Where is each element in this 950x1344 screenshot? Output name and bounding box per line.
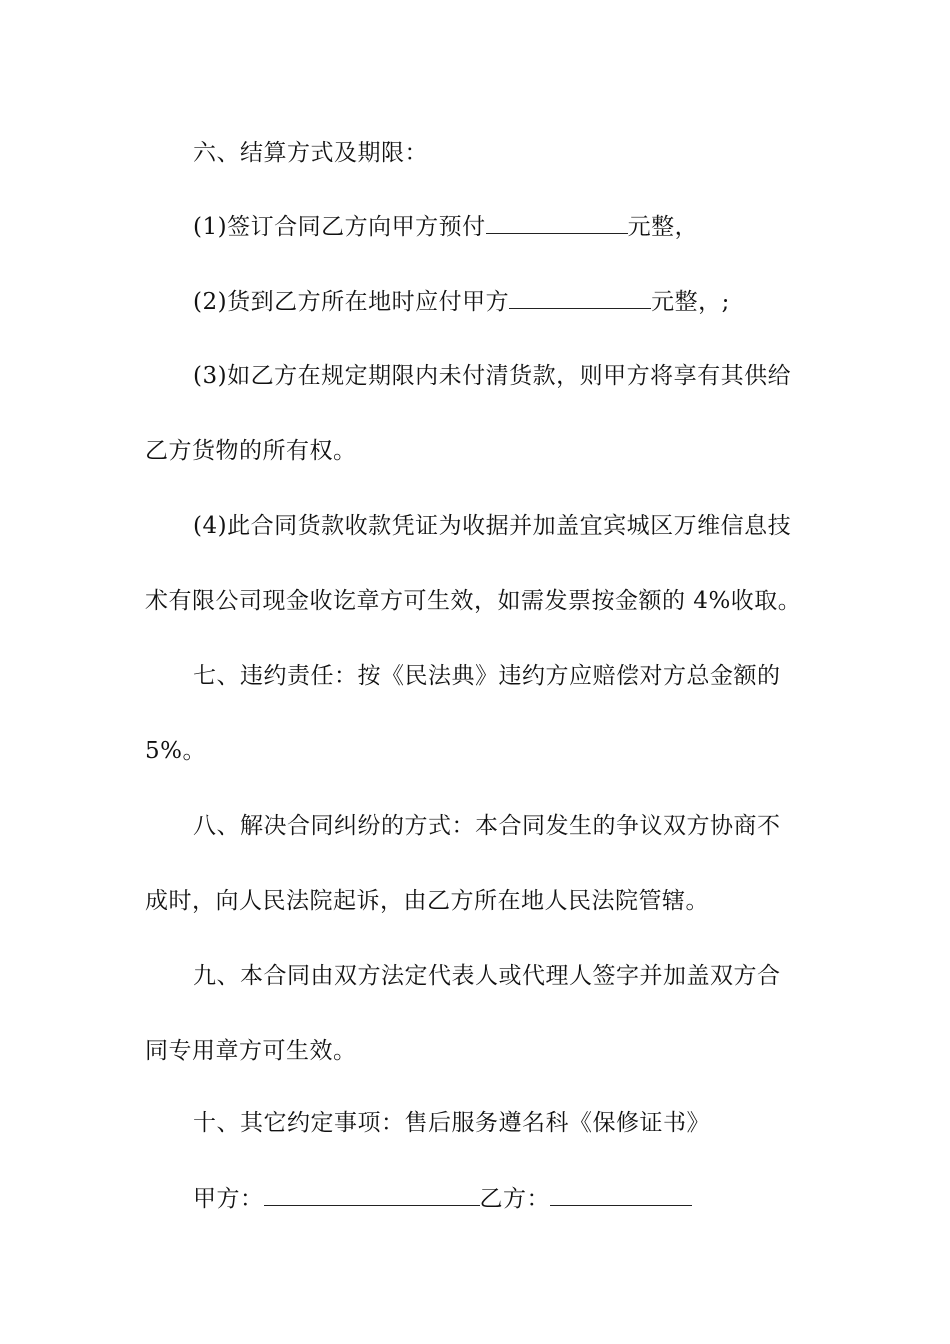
payment-item-3-line-2: 乙方货物的所有权。: [145, 438, 357, 464]
payment-item-2: [145, 286, 863, 317]
section-10: 十、其它约定事项：售后服务遵名科《保修证书》: [193, 1110, 710, 1136]
payment-item-2-suffix: 元整，;: [651, 289, 730, 315]
party-b-signature-blank: [550, 1183, 692, 1206]
section-6-title: 六、结算方式及期限：: [193, 140, 428, 166]
payment-item-4-line-2: 术有限公司现金收讫章方可生效，如需发票按金额的 4%收取。: [145, 588, 802, 614]
section-9-line-1: 九、本合同由双方法定代表人或代理人签字并加盖双方合: [193, 963, 781, 989]
payment-item-4-line-1: (4)此合同货款收款凭证为收据并加盖宜宾城区万维信息技: [193, 513, 792, 539]
section-7-line-2: 5%。: [145, 738, 206, 764]
signature-line: [145, 1183, 863, 1214]
section-8-line-2: 成时，向人民法院起诉，由乙方所在地人民法院管辖。: [145, 888, 709, 914]
payment-item-1: [145, 211, 863, 242]
party-b-label: 乙方：: [479, 1186, 550, 1212]
payment-item-1-prefix: (1)签订合同乙方向甲方预付: [193, 214, 486, 240]
payment-item-3-line-1: (3)如乙方在规定期限内未付清货款，则甲方将享有其供给: [193, 363, 792, 389]
party-a-signature-blank: [264, 1183, 480, 1206]
delivery-payment-amount-blank: [509, 286, 651, 309]
section-7-line-1: 七、违约责任：按《民法典》违约方应赔偿对方总金额的: [193, 663, 781, 689]
section-8-line-1: 八、解决合同纠纷的方式：本合同发生的争议双方协商不: [193, 813, 781, 839]
prepayment-amount-blank: [486, 211, 628, 234]
party-a-label: 甲方：: [193, 1186, 264, 1212]
payment-item-1-suffix: 元整，: [627, 214, 699, 240]
section-9-line-2: 同专用章方可生效。: [145, 1038, 357, 1064]
payment-item-2-prefix: (2)货到乙方所在地时应付甲方: [193, 289, 510, 315]
